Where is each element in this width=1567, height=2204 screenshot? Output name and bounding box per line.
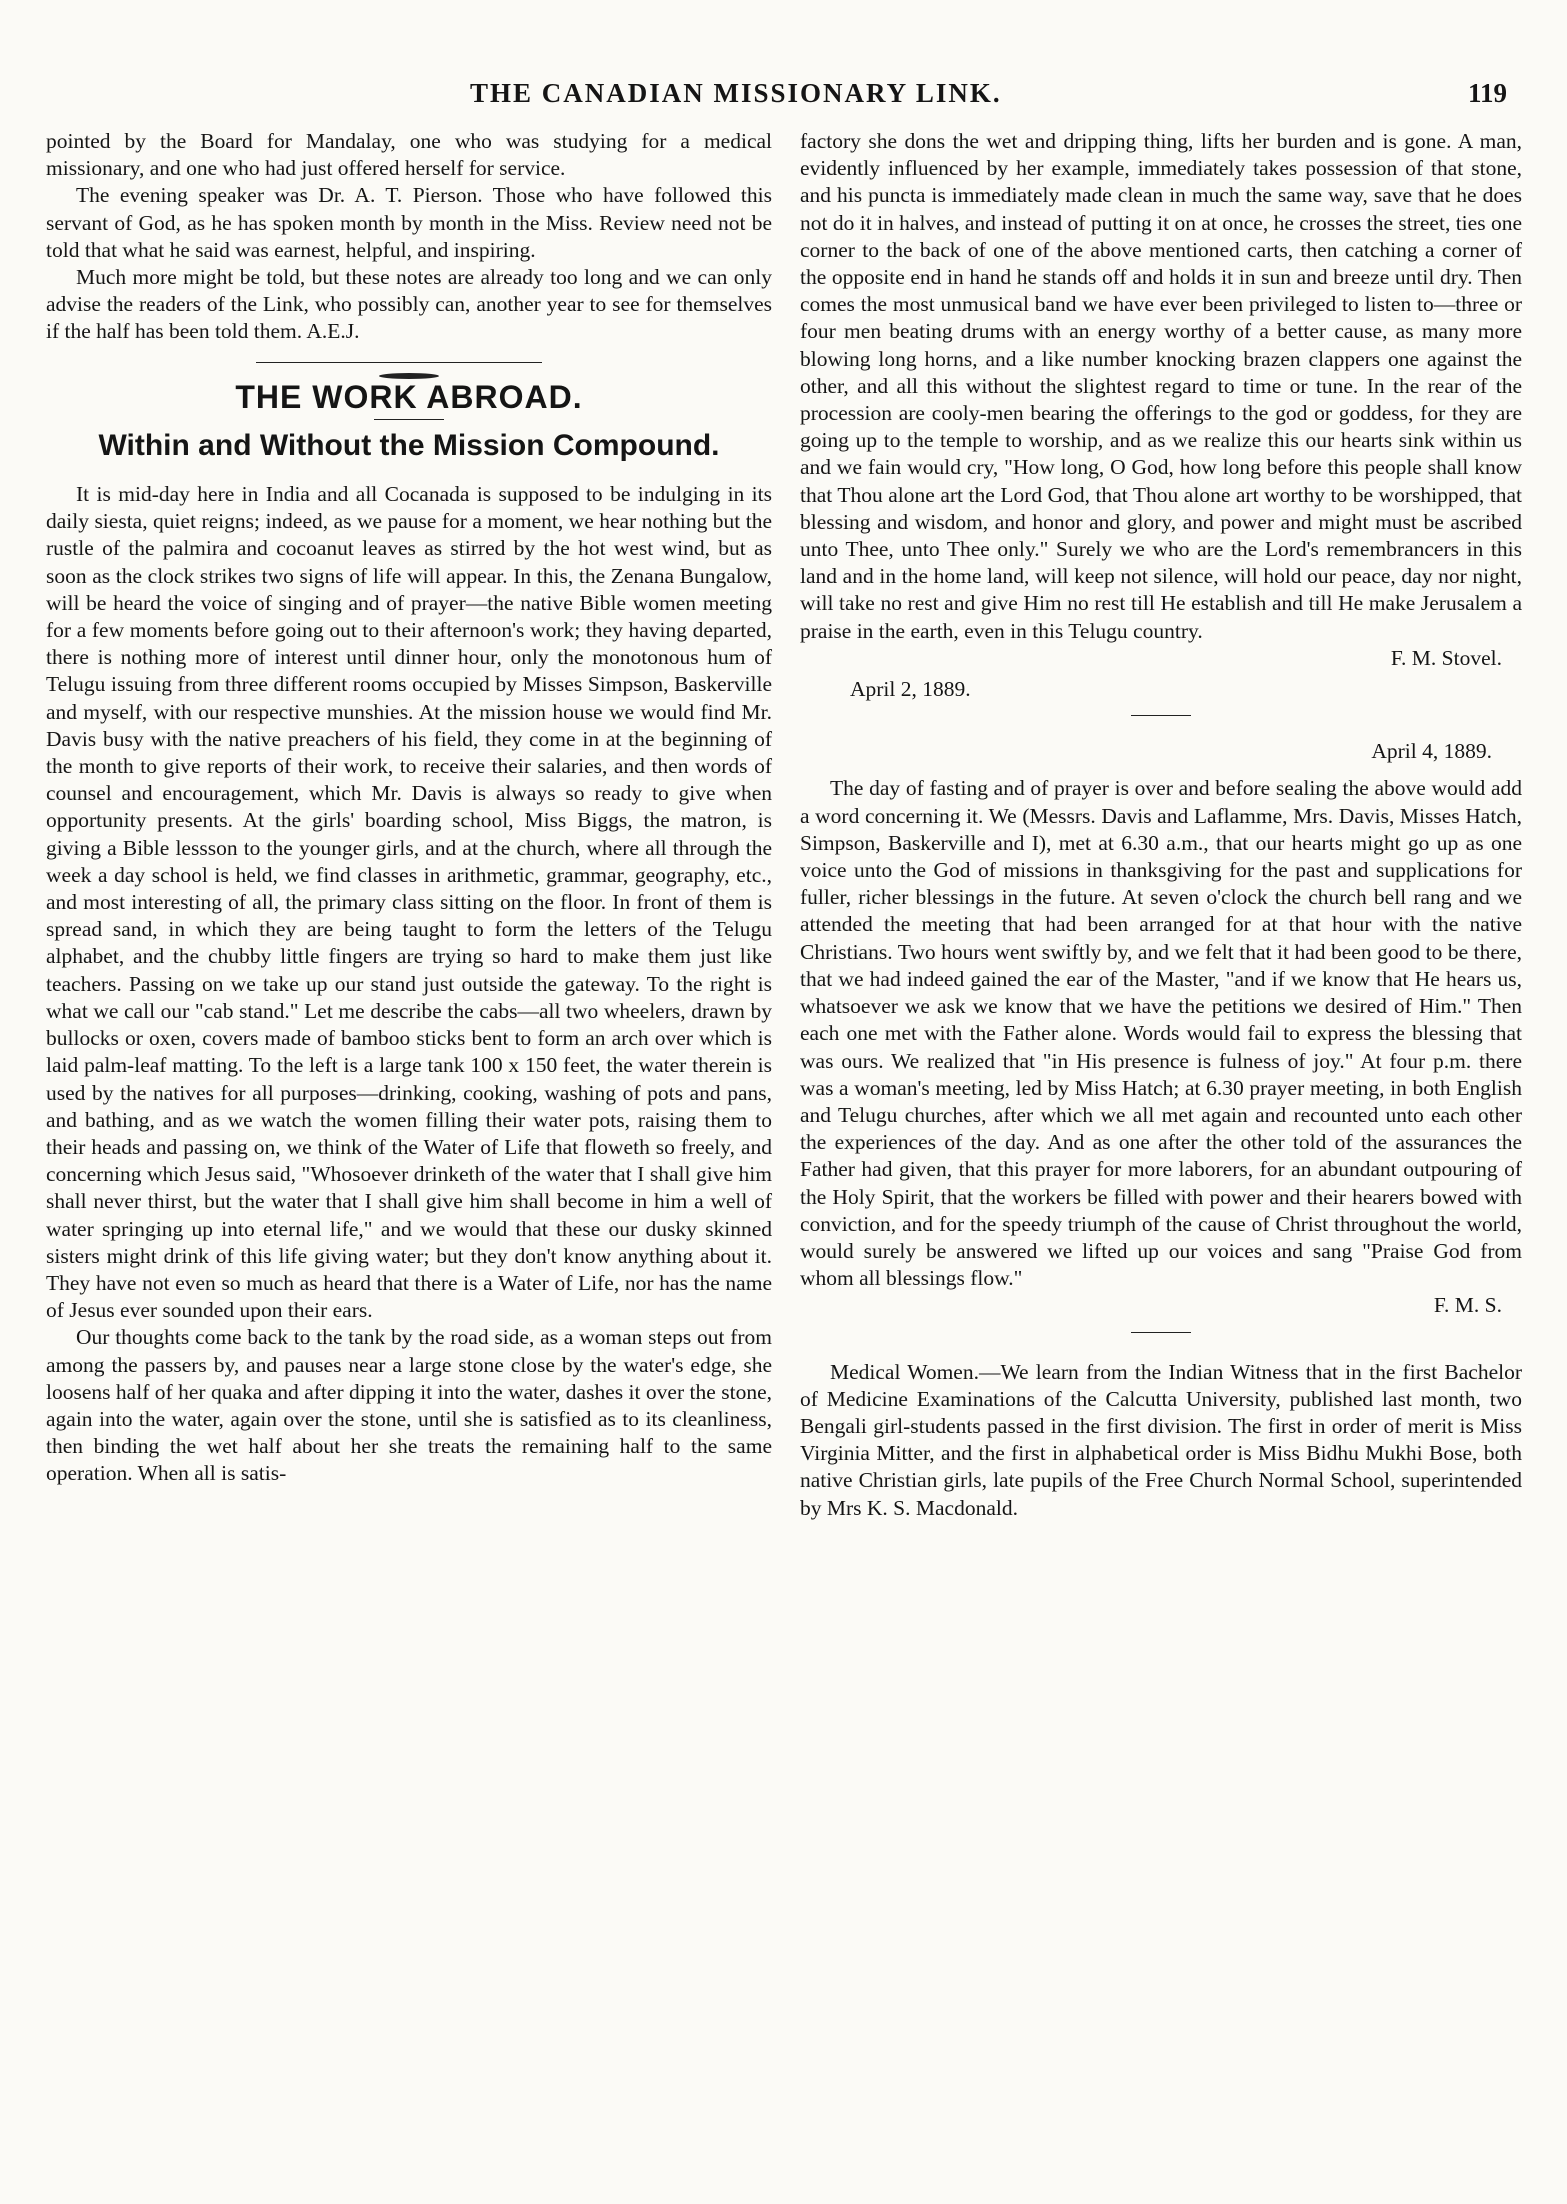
signature-stovel: F. M. Stovel.: [1390, 645, 1502, 670]
section-title: THE WORK ABROAD.: [235, 378, 583, 415]
running-header: [470, 78, 1507, 109]
divider-ornament-mark: [379, 373, 439, 379]
section-rule: [1131, 715, 1191, 716]
pierson-paragraph: The evening speaker was Dr. A. T. Pierson. Those who have followed this servant of God, as he has spoken month by month in the Miss. Review need not be told that what he said was earnest, helpful, and inspiring.: [46, 183, 772, 262]
running-title: THE CANADIAN MISSIONARY LINK.: [470, 78, 1002, 108]
section-rule-2: [1131, 1332, 1191, 1333]
mission-compound-paragraph: It is mid-day here in India and all Cocanada is supposed to be indulging in its daily siesta, quiet reigns; indeed, as we pause for a moment, we hear nothing but the rustle of the palmira and cocoanut leaves as stirred by the hot west wind, but as soon as the clock strikes two signs of life will appear. In this, the Zenana Bungalow, will be heard the voice of singing and of prayer—the native Bible women meeting for a few moments before going out to their afternoon's work; they having departed, there is nothing more of interest until dinner hour, only the monotonous hum of Telugu issuing from three different rooms occupied by Misses Simpson, Baskerville and myself, with our respective munshies. At the mission house we would find Mr. Davis busy with the native preachers of his field, they come in at the beginning of the month to give reports of their work, to receive their salaries, and then words of counsel and encouragement, which Mr. Davis is always so ready to give when opportunity presents. At the girls' boarding school, Miss Biggs, the matron, is giving a Bible lessson to the younger girls, and at the church, where all through the week a day school is held, we find classes in arithmetic, grammar, geography, etc., and most interesting of all, the primary class sitting on the floor. In front of them is spread sand, in which they are being taught to form the letters of the Telugu alphabet, and the chubby little fingers are trying so hard to make them just like teachers. Passing on we take up our stand just outside the gateway. To the right is what we call our "cab stand." Let me describe the cabs—all two wheelers, drawn by bullocks or oxen, covers made of bamboo sticks bent to form an arch over which is laid palm-leaf matting. To the left is a large tank 100 x 150 feet, the water therein is used by the natives for all purposes—drinking, cooking, washing of pots and pans, and bathing, and as we watch the women filling their water pots, raising them to their heads and passing on, we think of the Water of Life that floweth so freely, and concerning which Jesus said, "Whosoever drinketh of the water that I shall give him shall never thirst, but the water that I shall give him shall become in him a well of water springing up into eternal life," and we would that these our dusky skinned sisters might drink of this life giving water; but they don't know anything about it. They have not even so much as heard that there is a Water of Life, nor has the name of Jesus ever sounded upon their ears.: [46, 482, 772, 1323]
section-subtitle: Within and Without the Mission Compound.: [98, 428, 720, 462]
left-column: [46, 128, 772, 1488]
closing-notes-paragraph: Much more might be told, but these notes are already too long and we can only advise the readers of the Link, who possibly can, another year to see for themselves if the half has been told them. A.E.J.: [46, 265, 772, 344]
procession-paragraph: factory she dons the wet and dripping thing, lifts her burden and is gone. A man, evidently influenced by her example, immediately takes possession of that stone, and his puncta is immediately made clean in much the same way, save that he does not do it in halves, and instead of putting it on at once, he crosses the street, ties one corner to the back of one of the above mentioned carts, then catching a corner of the opposite end in hand he stands off and holds it in sun and breeze until dry. Then comes the most unmusical band we have ever been privileged to listen to—three or four men beating drums with an energy worthy of a better cause, as many more blowing long horns, and a like number knocking brazen clappers one against the other, and all this without the slightest regard to time or tune. In the rear of the procession are cooly-men bearing the offerings to the god or goddess, for they are going up to the temple to worship, and as we realize this our hearts sink within us and we fain would cry, "How long, O God, how long before this people shall know that Thou alone art the Lord God, that Thou alone art worthy to be worshipped, that blessing and wisdom, and honor and glory, and power and might must be ascribed unto Thee, unto Thee only." Surely we who are the Lord's remembrancers in this land and in the home land, will keep not silence, will hold our peace, day nor night, will take no rest and give Him no rest till He establish and till He make Jerusalem a praise in the earth, even in this Telugu country.: [800, 129, 1522, 643]
page-number: 119: [1467, 78, 1507, 108]
medical-women-paragraph: [800, 1359, 1522, 1522]
tank-paragraph: Our thoughts come back to the tank by the road side, as a woman steps out from among the passers by, and pauses near a large stone close by the water's edge, she loosens half of her quaka and after dipping it into the water, dashes it over the stone, again into the water, again over the stone, until she is satisfied as to its cleanliness, then binding the wet half about her she treats the remaining half to the same operation. When all is satis-: [46, 1325, 772, 1486]
right-column: [800, 128, 1522, 1522]
title-rule: [374, 419, 444, 420]
fasting-prayer-paragraph: The day of fasting and of prayer is over and before sealing the above would add a word concerning it. We (Messrs. Davis and Laflamme, Mrs. Davis, Misses Hatch, Simpson, Baskerville and I), met at 6.30 a.m., that our hearts might go up as one voice unto the God of missions in thanksgiving for the past and supplications for fuller, richer blessings in the future. At seven o'clock the church bell rang and we attended the meeting that had been arranged for at that hour with the native Christians. Two hours went swiftly by, and we felt that it had been good to be there, that we had indeed gained the ear of the Master, "and if we know that He hears us, whatsoever we ask we know that we have the petitions we desired of Him." Then each one met with the Father alone. Words would fail to express the blessing that was ours. We realized that "in His presence is fulness of joy." At four p.m. there was a woman's meeting, led by Miss Hatch; at 6.30 prayer meeting, in both English and Telugu churches, after which we all met again and recounted unto each other the experiences of the day. And as one after the other told of the assurances the Father had given, that this prayer for more laborers, for an abundant outpouring of the Holy Spirit, that the workers be filled with power and their hearers bowed with conviction, and for the speedy triumph of the cause of Christ throughout the world, would surely be answered we lifted up our voices and sang "Praise God from whom all blessings flow.": [800, 776, 1522, 1291]
medical-women-text: —We learn from the Indian Witness that in the first Bachelor of Medicine Examinations of the Calcutta University, published last month, two Bengali girl-students passed in the first division. The first in order of merit is Miss Virginia Mitter, and the first in alphabetical order is Miss Bidhu Mukhi Bose, both native Christian girls, late pupils of the Free Church Normal School, superintended by Mrs K. S. Macdonald.: [800, 1359, 1522, 1520]
medical-women-heading: Medical Women.: [830, 1359, 979, 1384]
dateline-april-2: April 2, 1889.: [850, 677, 971, 702]
signature-fms: F. M. S.: [1433, 1293, 1502, 1318]
ornamental-divider: [46, 358, 772, 368]
dateline-april-4: April 4, 1889.: [1371, 739, 1492, 764]
continued-paragraph: pointed by the Board for Mandalay, one who was studying for a medical missionary, and one who had just offered herself for service.: [46, 129, 772, 181]
